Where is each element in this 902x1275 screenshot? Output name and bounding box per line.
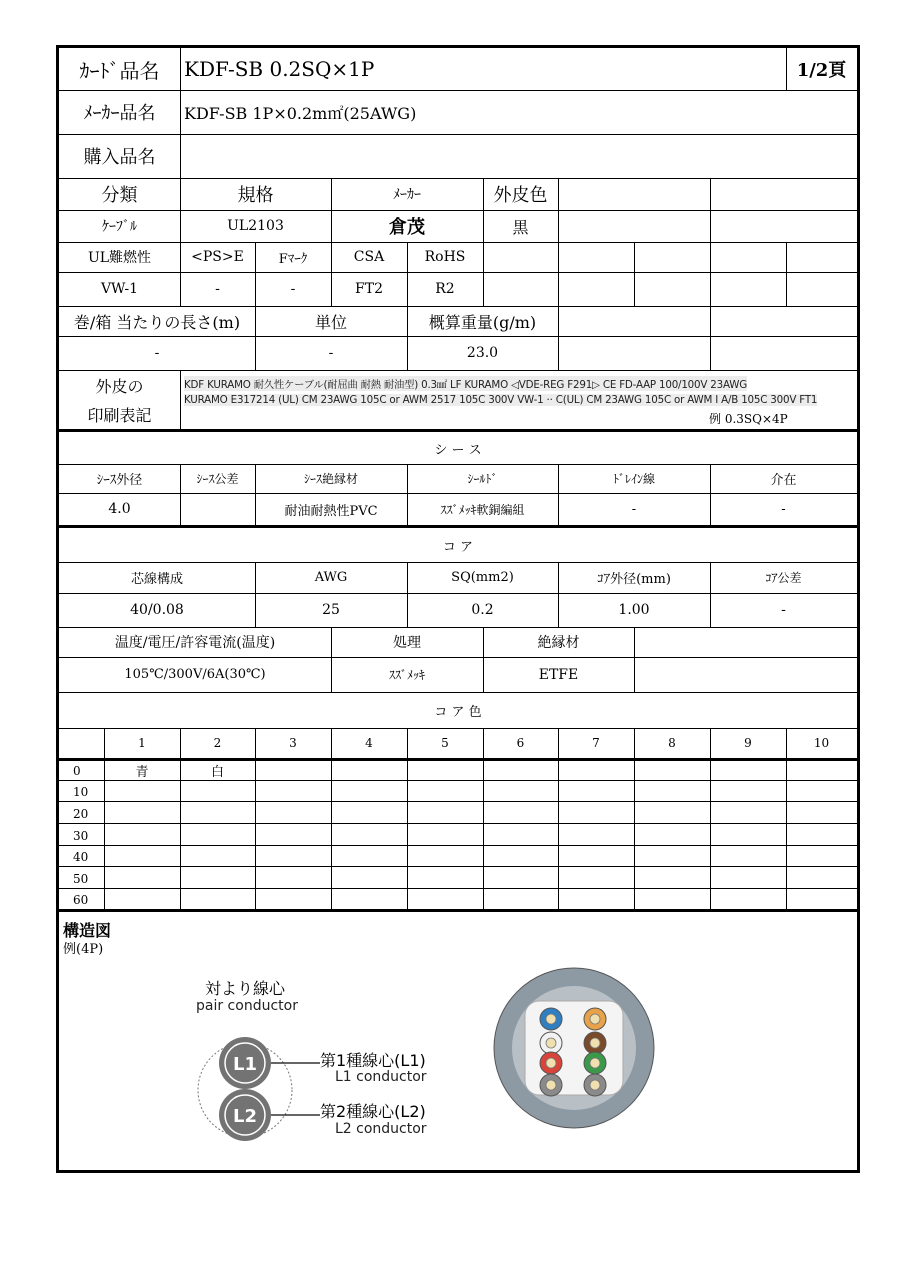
core-color-cell [104,868,180,889]
core-color-cell [180,782,255,802]
conductor-label: 芯線構成 [130,572,183,587]
core-conductor [546,1038,556,1048]
cable-shield [525,1001,623,1095]
structure-example: 例(4P) [63,942,104,957]
card-name-label: ｶｰﾄﾞ品名 [79,58,160,83]
treatment-label: 処理 [393,635,421,651]
core-color-cell [483,782,558,802]
core-tolerance-label: ｺｱ公差 [765,571,802,585]
core-od-value: 1.00 [618,602,650,618]
sheath-insulation-label: ｼｰｽ絶縁材 [303,472,358,486]
pair-conductor-diagram [197,1020,327,1160]
core-color-col-9: 9 [744,736,752,750]
core-color-cell [331,803,407,824]
l1-conductor-en: L1 conductor [335,1069,427,1085]
core-color-cell [331,868,407,889]
core-color-cell [407,782,483,802]
sheath-color-label: 外皮色 [493,185,548,206]
ul-flame-label: UL難燃性 [87,250,152,266]
core-color-cell [331,847,407,867]
awg-value: 25 [322,602,340,618]
card-name-value: KDF-SB 0.2SQ×1P [184,57,375,81]
core-conductor [590,1014,600,1024]
f-mark-label: Fﾏｰｸ [278,251,308,267]
core-color-cell: 青 [135,765,149,780]
core-color-row-label: 30 [73,828,89,843]
l1-badge: L1 [233,1054,257,1075]
core-color-cell [255,760,331,781]
core-color-cell [558,782,634,802]
core-color-cell [558,890,634,910]
category-value: ｹｰﾌﾞﾙ [102,219,137,235]
core-color-col-1: 1 [138,736,146,750]
core-color-cell [407,760,483,781]
core-color-col-4: 4 [365,736,373,750]
core-color-cell [255,868,331,889]
pair-conductor-en: pair conductor [196,998,298,1014]
core-title: コ ア [442,539,474,555]
core-conductor [546,1014,556,1024]
sheath-tolerance-value [180,493,255,525]
core-color-cell [255,847,331,867]
spec-sheet [56,45,860,1173]
core-conductor [546,1080,556,1090]
core-color-cell [710,803,786,824]
printing-example: 例 0.3SQ×4P [709,412,788,426]
sheath-od-value: 4.0 [108,501,131,517]
core-color-cell [558,803,634,824]
purchase-name-value [180,134,780,178]
core-color-cell [255,890,331,910]
sheath-color-value: 黒 [512,217,529,237]
core-color-cell [786,868,857,889]
core-color-col-5: 5 [441,736,449,750]
standard-label: 規格 [237,185,274,206]
core-color-cell [407,825,483,846]
maker-name-value: KDF-SB 1P×0.2m㎡(25AWG) [184,103,417,123]
shield-label: ｼｰﾙﾄﾞ [467,472,498,486]
core-color-cell [634,825,710,846]
maker-value: 倉茂 [389,217,425,238]
core-color-row-label: 0 [73,763,81,778]
core-color-cell [558,868,634,889]
weight-value: 23.0 [466,345,499,361]
pse-label: <PS>E [191,249,244,265]
core-color-cell [407,847,483,867]
core-conductor [590,1038,600,1048]
core-color-cell [558,847,634,867]
core-color-cell [710,760,786,781]
core-color-cell [104,825,180,846]
core-color-cell [104,803,180,824]
ul-flame-value: VW-1 [100,281,139,297]
core-color-cell [104,847,180,867]
page-indicator: 1/2頁 [796,60,847,81]
core-color-cell [255,782,331,802]
core-color-cell [407,803,483,824]
core-color-col-2: 2 [213,736,222,750]
core-tolerance-value: - [781,602,786,618]
l2-conductor-en: L2 conductor [335,1121,427,1137]
core-color-cell [483,803,558,824]
core-color-col-10: 10 [813,736,830,750]
csa-label: CSA [353,249,385,265]
temperature-label: 温度/電圧/許容電流(温度) [114,635,276,651]
sheath-title: シ ー ス [434,442,482,458]
core-color-row-label: 60 [73,893,89,907]
treatment-value: ｽｽﾞﾒｯｷ [388,668,425,682]
core-color-row-label: 50 [73,871,89,886]
length-value: - [154,345,160,361]
shield-value: ｽｽﾞﾒｯｷ軟銅編組 [440,502,525,517]
rohs-label: RoHS [424,249,466,265]
unit-label: 単位 [314,312,347,332]
core-color-cell [331,890,407,910]
core-color-cell [483,868,558,889]
core-color-cell [710,782,786,802]
core-color-col-3: 3 [289,736,297,750]
core-color-cell [710,825,786,846]
sq-label: SQ(mm2) [451,570,514,585]
core-conductor [590,1080,600,1090]
cable-cross-section [489,963,659,1133]
core-color-cell [786,890,857,910]
awg-label: AWG [314,570,348,585]
core-color-cell [180,868,255,889]
core-color-cell [104,890,180,910]
weight-label: 概算重量(g/m) [428,312,537,332]
core-color-cell [255,825,331,846]
core-color-cell [331,760,407,781]
core-color-cell [483,890,558,910]
insulation-value: ETFE [538,666,579,683]
core-color-cell: 白 [210,765,224,780]
drain-wire-label: ﾄﾞﾚｲﾝ線 [612,472,655,486]
core-color-cell [331,825,407,846]
structure-title: 構造図 [63,921,112,940]
f-mark-value: - [290,281,296,297]
filler-label: 介在 [770,473,797,488]
core-color-cell [634,890,710,910]
printing-label-line2: 印刷表記 [87,406,152,425]
sheath-insulation-value: 耐油耐熱性PVC [284,503,378,519]
core-color-cell [710,868,786,889]
core-color-cell [634,760,710,781]
sheath-od-label: ｼｰｽ外径 [96,473,143,488]
core-color-row-label: 10 [73,785,89,799]
l2-conductor-jp: 第2種線心(L2) [320,1102,426,1121]
core-color-title: コ ア 色 [434,704,482,720]
core-color-cell [558,825,634,846]
maker-name-label: ﾒｰｶｰ品名 [83,103,156,124]
core-color-cell [180,825,255,846]
csa-value: FT2 [355,281,383,297]
printing-text-line1: KDF KURAMO 耐久性ケーブル(耐屈曲 耐熱 耐油型) 0.3㎟ LF KURAMO ◁VDE-REG F291▷ CE FD-AAP 100/100V 23AWG [184,376,747,391]
pse-value: - [215,281,220,297]
core-color-cell [180,890,255,910]
printing-label-line1: 外皮の [95,376,144,396]
core-conductor [546,1058,556,1068]
core-color-cell [634,803,710,824]
sq-value: 0.2 [471,602,494,618]
standard-value: UL2103 [227,218,284,234]
l2-badge: L2 [233,1106,257,1127]
core-color-cell [786,803,857,824]
core-conductor [590,1058,600,1068]
core-color-cell [483,760,558,781]
core-color-cell [710,847,786,867]
core-color-cell [483,847,558,867]
core-color-cell [180,803,255,824]
core-color-cell [255,803,331,824]
printing-text-line2: KURAMO E317214 (UL) CM 23AWG 105C or AWM 2517 105C 300V VW-1 ·· C(UL) CM 23AWG 105C or AWM I A/B 105C 300V FT1 [184,394,818,406]
core-color-cell [104,782,180,802]
core-color-cell [180,847,255,867]
core-color-cell [786,825,857,846]
sheath-tolerance-label: ｼｰｽ公差 [196,472,239,486]
maker-label: ﾒｰｶｰ [393,187,421,203]
unit-value: - [328,345,334,361]
core-color-cell [483,825,558,846]
conductor-value: 40/0.08 [130,602,184,618]
pair-conductor-jp: 対より線心 [205,979,286,998]
core-color-cell [634,868,710,889]
filler-value: - [781,501,786,517]
core-od-label: ｺｱ外径(mm) [597,572,671,587]
core-color-cell [786,782,857,802]
core-color-col-7: 7 [592,736,600,750]
core-color-cell [634,847,710,867]
drain-wire-value: - [631,501,637,517]
core-color-cell [407,868,483,889]
rohs-value: R2 [435,281,455,297]
insulation-label: 絶縁材 [537,635,580,651]
core-color-row-label: 40 [73,850,89,864]
l1-conductor-jp: 第1種線心(L1) [320,1051,426,1070]
core-color-cell [786,760,857,781]
core-color-col-8: 8 [668,736,676,750]
core-color-cell [407,890,483,910]
core-color-cell [558,760,634,781]
core-color-row-label: 20 [73,806,89,821]
length-label: 巻/箱 当たりの長さ(m) [73,312,241,332]
core-color-col-6: 6 [516,736,525,750]
core-color-cell [634,782,710,802]
temperature-value: 105℃/300V/6A(30℃) [124,667,266,682]
category-label: 分類 [101,185,138,206]
core-color-cell [786,847,857,867]
core-color-cell [710,890,786,910]
core-color-cell [331,782,407,802]
purchase-name-label: 購入品名 [83,147,156,168]
